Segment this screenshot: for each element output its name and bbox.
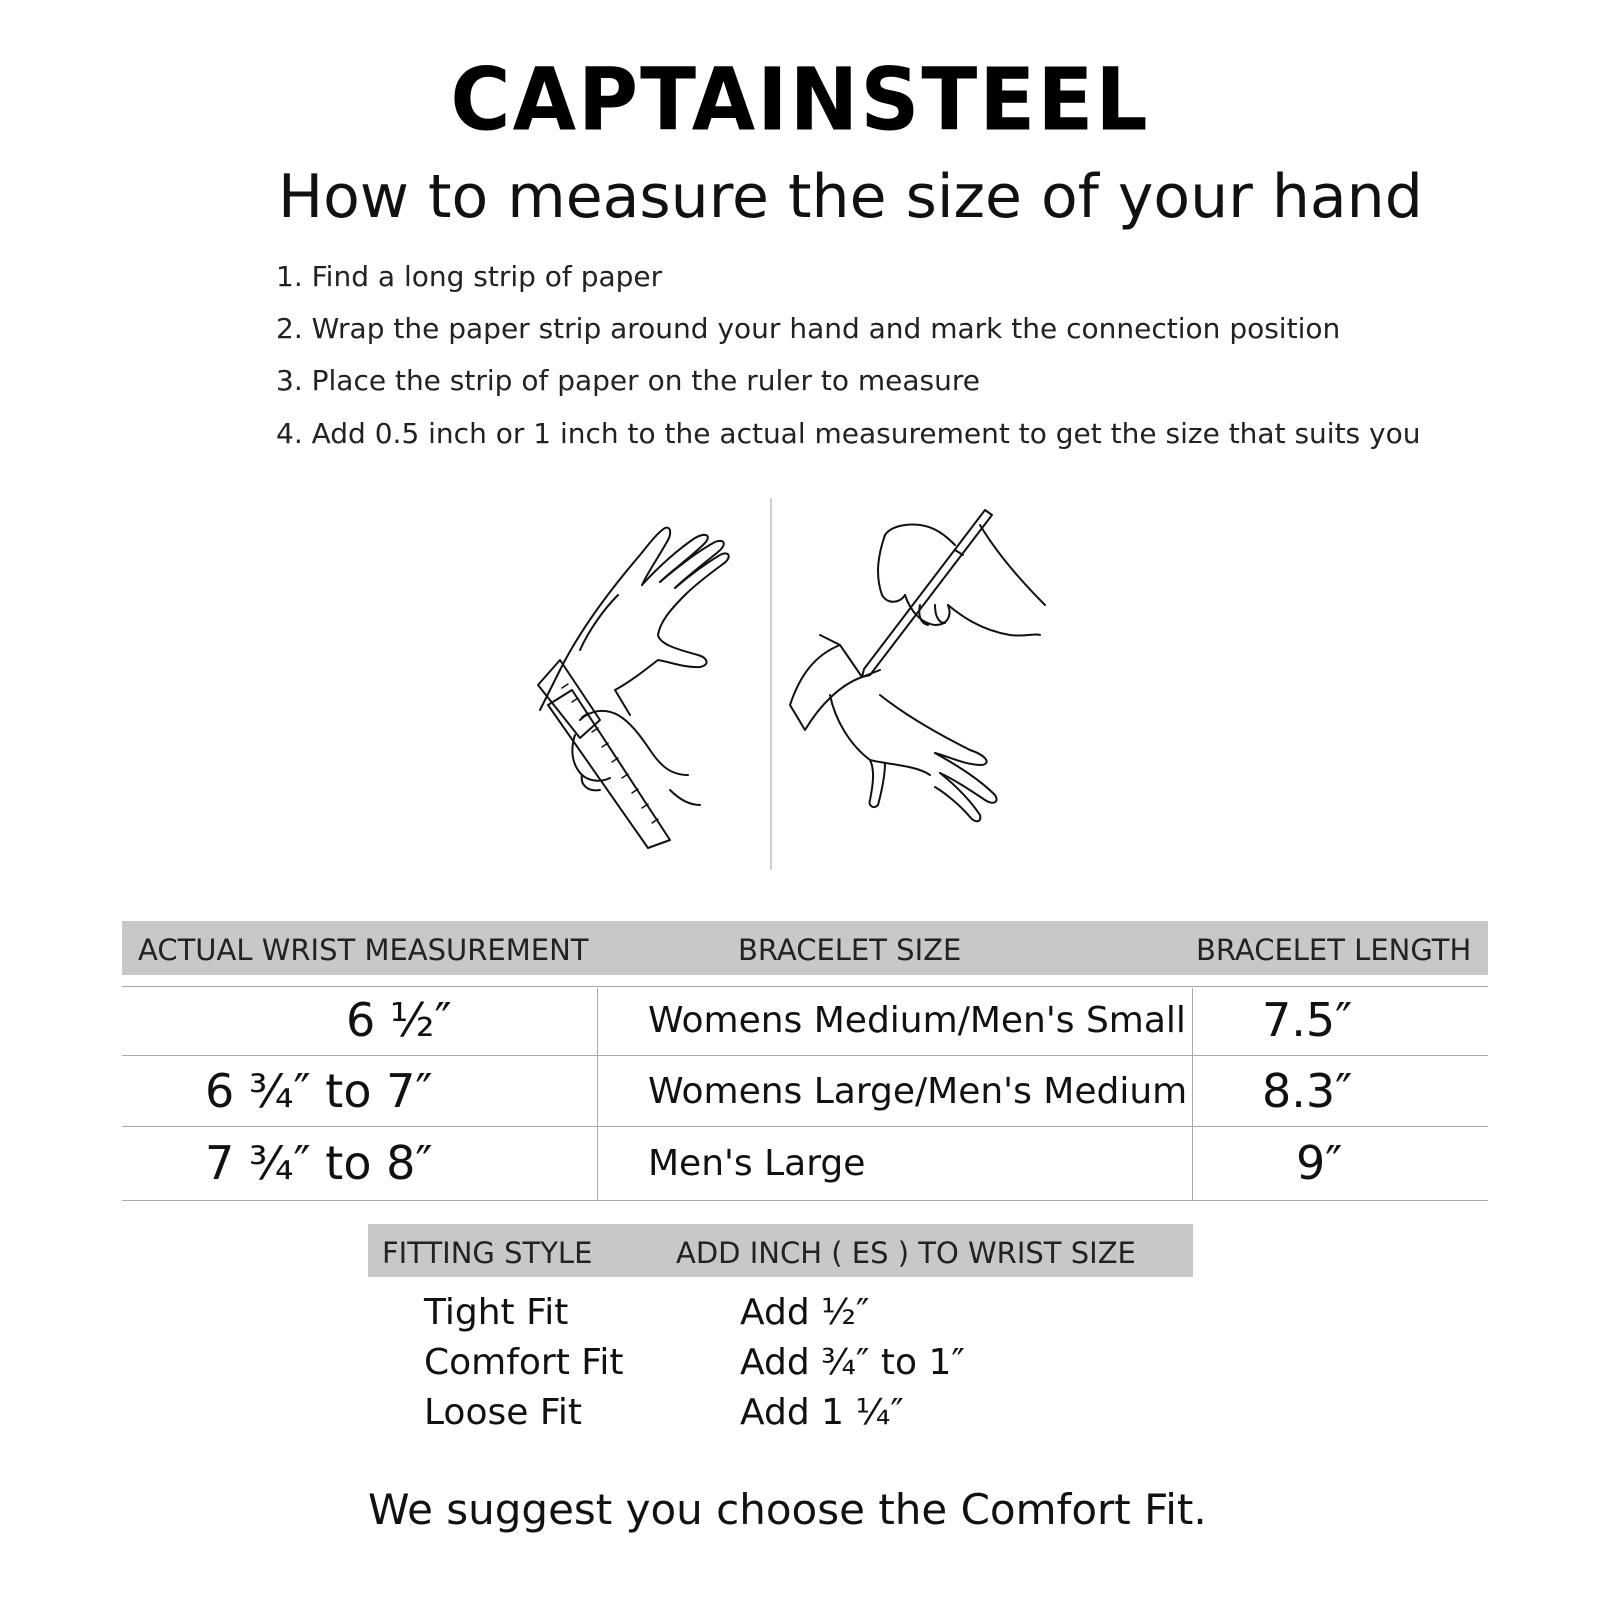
hand-tape-measure-illustration bbox=[520, 510, 770, 860]
row-2-measurement: 6 ¾″ to 7″ bbox=[205, 1064, 433, 1118]
row-3-size: Men's Large bbox=[648, 1143, 866, 1184]
table-rule bbox=[122, 986, 1488, 987]
table-rule bbox=[122, 1200, 1488, 1201]
table-column-rule bbox=[597, 988, 598, 1200]
header-actual-wrist-measurement: ACTUAL WRIST MEASUREMENT bbox=[138, 933, 589, 967]
step-3: 3. Place the strip of paper on the ruler to measure bbox=[276, 364, 981, 397]
header-bracelet-length: BRACELET LENGTH bbox=[1196, 933, 1472, 967]
row-3-measurement: 7 ¾″ to 8″ bbox=[205, 1136, 433, 1190]
suggestion-text: We suggest you choose the Comfort Fit. bbox=[368, 1485, 1207, 1534]
step-1: 1. Find a long strip of paper bbox=[276, 260, 663, 293]
row-1-size: Womens Medium/Men's Small bbox=[648, 1000, 1186, 1041]
header-bracelet-size: BRACELET SIZE bbox=[738, 933, 962, 967]
row-2-length: 8.3″ bbox=[1262, 1064, 1353, 1118]
fit-row-3-style: Loose Fit bbox=[424, 1392, 583, 1433]
fit-row-1-style: Tight Fit bbox=[424, 1292, 569, 1333]
page-title: How to measure the size of your hand bbox=[278, 162, 1423, 232]
hand-paper-strip-illustration bbox=[770, 505, 1070, 865]
fit-row-3-add: Add 1 ¼″ bbox=[740, 1392, 904, 1433]
brand-logo bbox=[0, 50, 1600, 150]
table-rule bbox=[122, 1126, 1488, 1127]
size-table-header bbox=[122, 921, 1488, 975]
header-fitting-style: FITTING STYLE bbox=[382, 1236, 593, 1270]
brand-logo-text: CAPTAINSTEEL bbox=[450, 50, 1150, 150]
row-3-length: 9″ bbox=[1296, 1136, 1343, 1190]
row-1-length: 7.5″ bbox=[1262, 993, 1353, 1047]
fit-row-1-add: Add ½″ bbox=[740, 1292, 870, 1333]
step-4: 4. Add 0.5 inch or 1 inch to the actual measurement to get the size that suits you bbox=[276, 417, 1421, 450]
table-rule bbox=[122, 1055, 1488, 1056]
row-1-measurement: 6 ½″ bbox=[346, 993, 452, 1047]
fit-row-2-style: Comfort Fit bbox=[424, 1342, 624, 1383]
header-add-inches: ADD INCH ( ES ) TO WRIST SIZE bbox=[676, 1236, 1136, 1270]
step-2: 2. Wrap the paper strip around your hand and mark the connection position bbox=[276, 312, 1341, 345]
table-column-rule bbox=[1192, 988, 1193, 1200]
row-2-size: Womens Large/Men's Medium bbox=[648, 1071, 1188, 1112]
fit-table-header bbox=[368, 1224, 1193, 1277]
fit-row-2-add: Add ¾″ to 1″ bbox=[740, 1342, 965, 1383]
